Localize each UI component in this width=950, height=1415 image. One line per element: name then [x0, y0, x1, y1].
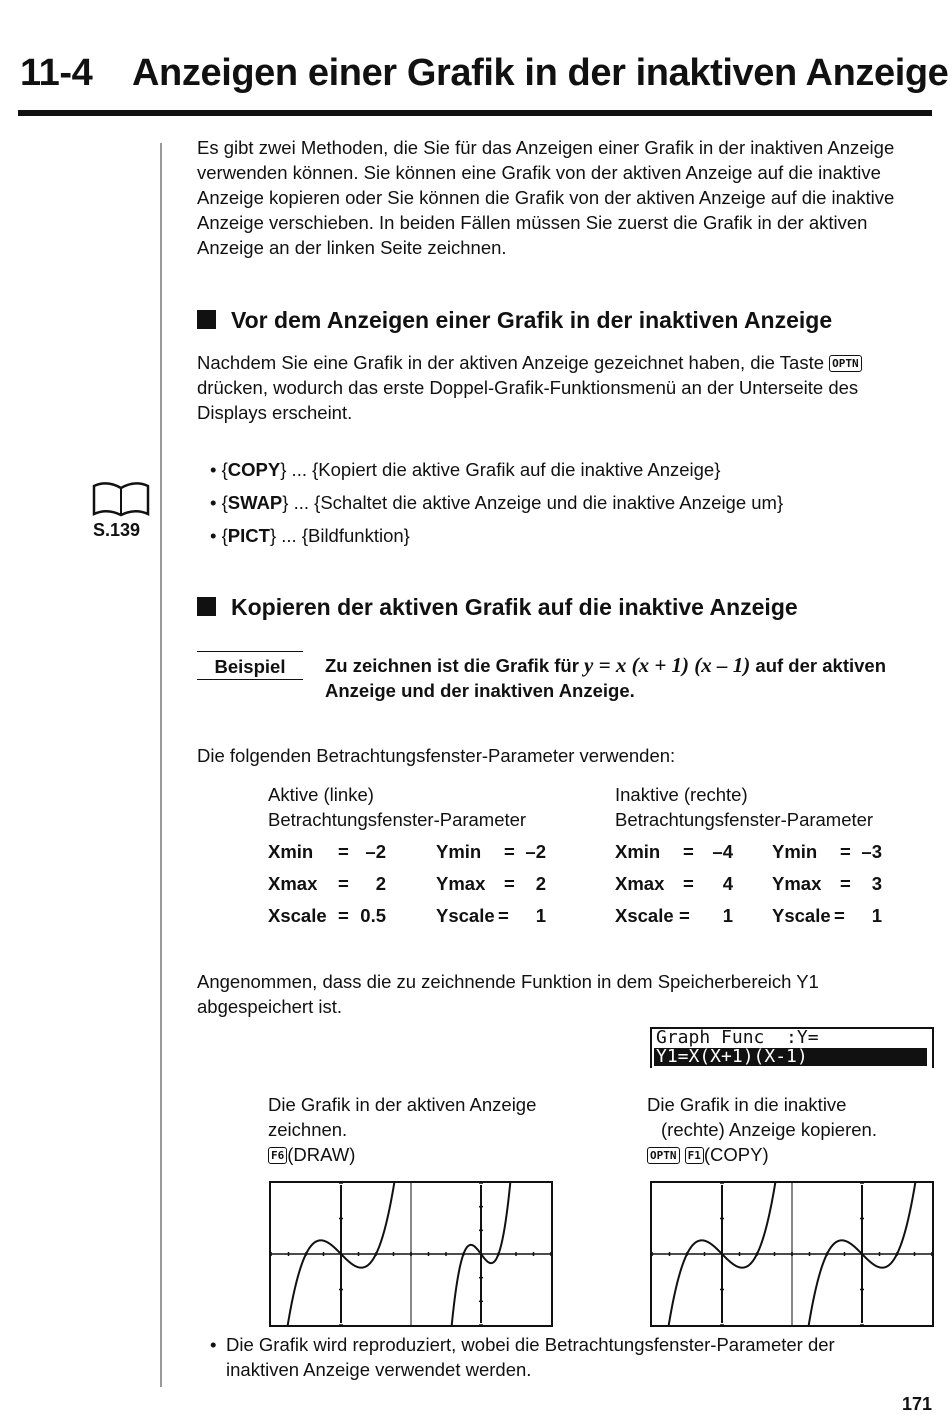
section-number: 11-4 — [20, 52, 93, 94]
book-icon — [92, 480, 150, 518]
intro-paragraph: Es gibt zwei Methoden, die Sie für das Anzeigen einer Grafik in der inaktiven Anzeige verwenden können. Sie können eine Grafik von der aktiven Anzeige auf die inaktive Anzeige kopieren oder Sie können die Grafik von der aktiven Anzeige auf die inaktive Anzeige verschieben. In beiden Fällen müssen Sie zuerst die Grafik in der aktiven Anzeige an der linken Seite zeichnen. — [197, 137, 895, 258]
section1-text-a: Nachdem Sie eine Grafik in der aktiven Anzeige gezeichnet haben, die Taste — [197, 352, 824, 373]
graph-screen-after-copy — [650, 1181, 934, 1327]
left-params-heading: Aktive (linke) Betrachtungsfenster-Parameter — [268, 784, 527, 830]
screen-line-2: Y1=X(X+1)(X-1) — [654, 1048, 927, 1066]
graph-screen-active-copy — [269, 1181, 553, 1327]
formula: y = x (x + 1) (x – 1) — [584, 653, 751, 677]
square-bullet-icon — [197, 310, 216, 329]
right-params-table: Xmin = –4 Ymin = –3 Xmax = 4 Ymax = 3 Xscale = 1 Yscale = 1 — [615, 841, 882, 926]
list-item: • {COPY} ... {Kopiert die aktive Grafik auf die inaktive Anzeige} — [210, 459, 721, 480]
page-number: 171 — [901, 1394, 932, 1414]
params-intro: Die folgenden Betrachtungsfenster-Parameter verwenden: — [197, 745, 676, 766]
list-item: • {SWAP} ... {Schaltet die aktive Anzeige und die inaktive Anzeige um} — [210, 492, 784, 513]
section-title: Anzeigen einer Grafik in der inaktiven Anzeige — [132, 52, 949, 94]
assume-paragraph: Angenommen, dass die zu zeichnende Funktion in dem Speicherbereich Y1 abgespeichert ist. — [197, 971, 819, 1017]
screen-line-1: Graph Func :Y= — [656, 1027, 819, 1048]
note-paragraph: • Die Grafik wird reproduziert, wobei die Betrachtungsfenster-Parameter der inaktiven Anzeige verwendet werden. — [210, 1334, 835, 1380]
section2-heading — [197, 594, 798, 621]
optn-key-icon: OPTN — [647, 1147, 680, 1164]
section2-heading-text: Kopieren der aktiven Grafik auf die inaktive Anzeige — [231, 594, 798, 620]
square-bullet-icon — [197, 597, 216, 616]
step-right-caption: Die Grafik in die inaktive (rechte) Anzeige kopieren. OPTN F1 (COPY) — [647, 1094, 877, 1165]
graph-right — [652, 1181, 932, 1327]
page-reference: S.139 — [93, 520, 141, 540]
f6-key-icon: F6 — [268, 1147, 287, 1164]
section1-heading — [197, 307, 832, 334]
example-label: Beispiel — [214, 656, 286, 677]
example-text: Zu zeichnen ist die Grafik für y = x (x + 1) (x – 1) auf der aktiven Anzeige und der inaktiven Anzeige. — [325, 653, 886, 701]
optn-key-icon: OPTN — [829, 355, 862, 372]
step-left-caption: Die Grafik in der aktiven Anzeige zeichnen. F6 (DRAW) — [268, 1094, 537, 1165]
right-params-heading: Inaktive (rechte) Betrachtungsfenster-Parameter — [615, 784, 874, 830]
section1-text-b: drücken, wodurch das erste Doppel-Grafik-Funktionsmenü an der Unterseite des Displays erscheint. — [197, 377, 859, 423]
list-item: • {PICT} ... {Bildfunktion} — [210, 525, 410, 546]
section1-paragraph — [197, 350, 932, 425]
margin-rule — [160, 143, 162, 1387]
title-rule — [18, 110, 932, 116]
example-rule-top — [197, 651, 303, 652]
section1-heading-text: Vor dem Anzeigen einer Grafik in der inaktiven Anzeige — [231, 307, 833, 333]
example-rule-bottom — [197, 679, 303, 680]
function-list-screen — [650, 1027, 934, 1068]
function-menu-list — [210, 453, 783, 552]
f1-key-icon: F1 — [685, 1147, 704, 1164]
page-title — [20, 52, 948, 95]
left-params-table: Xmin = –2 Ymin = –2 Xmax = 2 Ymax = 2 Xscale = 0.5 Yscale = 1 — [268, 841, 546, 926]
graph-left — [271, 1181, 551, 1327]
